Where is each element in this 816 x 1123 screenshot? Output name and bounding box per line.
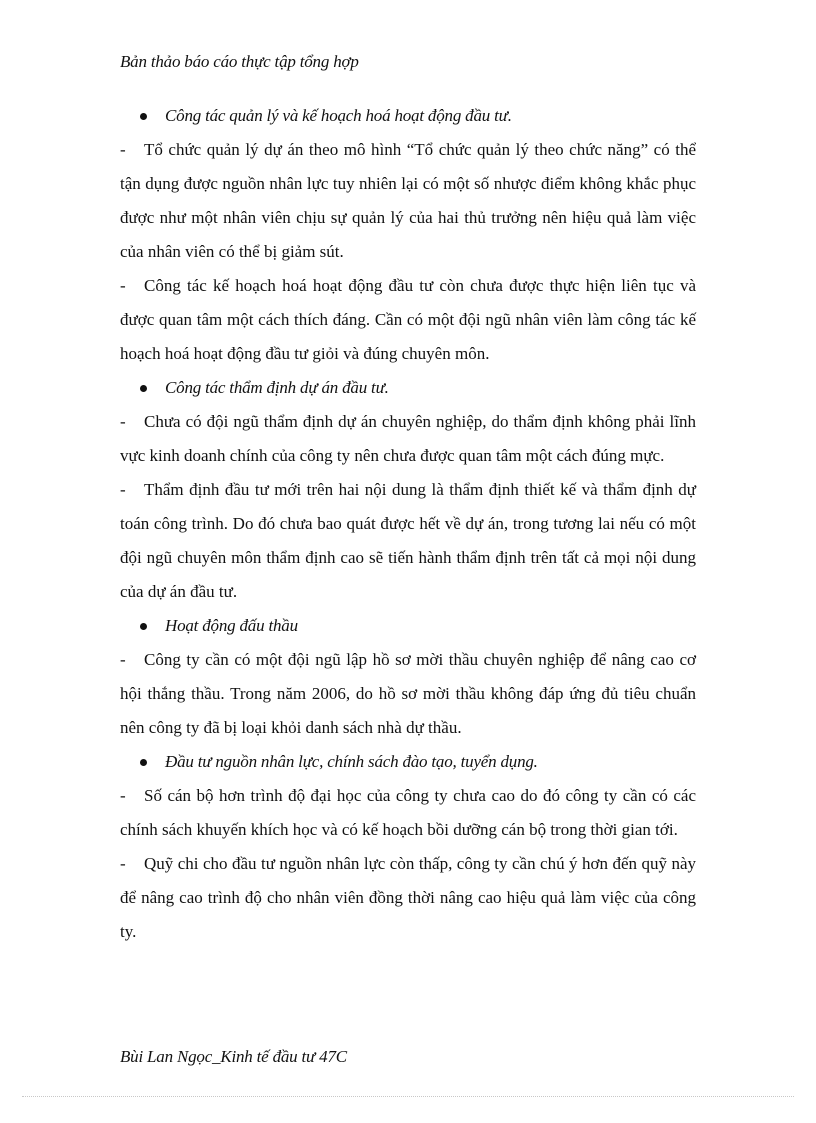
dash-marker: - xyxy=(120,786,126,805)
paragraph-text: Thẩm định đầu tư mới trên hai nội dung là thẩm định thiết kế và thẩm định dự toán công trình. Do đó chưa bao quát được hết về dự án, trong tương lai nếu có một đội ngũ chuyên môn thẩm định cao sẽ tiến hành thẩm định trên tất cả mọi nội dung của dự án đầu tư. xyxy=(120,480,696,601)
dash-marker: - xyxy=(120,412,126,431)
section-heading-text: Công tác thẩm định dự án đầu tư. xyxy=(165,378,389,397)
paragraph xyxy=(120,405,696,473)
dash-marker: - xyxy=(120,140,126,159)
dash-marker: - xyxy=(120,276,126,295)
dash-marker: - xyxy=(120,480,126,499)
document-body xyxy=(120,99,696,949)
section-heading xyxy=(120,609,696,643)
paragraph-text: Công ty cần có một đội ngũ lập hồ sơ mời thầu chuyên nghiệp để nâng cao cơ hội thắng thầu. Trong năm 2006, do hồ sơ mời thầu không đáp ứng đủ tiêu chuẩn nên công ty đã bị loại khỏi danh sách nhà dự thầu. xyxy=(120,650,696,737)
paragraph xyxy=(120,643,696,745)
paragraph xyxy=(120,269,696,371)
section-heading-text: Đầu tư nguồn nhân lực, chính sách đào tạo, tuyển dụng. xyxy=(165,752,538,771)
paragraph xyxy=(120,847,696,949)
section-heading xyxy=(120,99,696,133)
page-footer: Bùi Lan Ngọc_Kinh tế đầu tư 47C xyxy=(120,1047,347,1066)
paragraph xyxy=(120,133,696,269)
section-heading-text: Hoạt động đấu thầu xyxy=(165,616,298,635)
paragraph-text: Số cán bộ hơn trình độ đại học của công ty chưa cao do đó công ty cần có các chính sách khuyến khích học và có kế hoạch bồi dưỡng cán bộ trong thời gian tới. xyxy=(120,786,696,839)
section-heading-text: Công tác quản lý và kế hoạch hoá hoạt động đầu tư. xyxy=(165,106,512,125)
section-heading xyxy=(120,745,696,779)
bullet-icon xyxy=(140,385,147,392)
bullet-icon xyxy=(140,759,147,766)
dash-marker: - xyxy=(120,854,126,873)
bullet-icon xyxy=(140,623,147,630)
section-heading xyxy=(120,371,696,405)
page-bottom-divider xyxy=(22,1096,794,1097)
paragraph xyxy=(120,779,696,847)
paragraph-text: Tổ chức quản lý dự án theo mô hình “Tổ chức quản lý theo chức năng” có thể tận dụng được nguồn nhân lực tuy nhiên lại có một số nhược điểm không khắc phục được như một nhân viên chịu sự quản lý của hai thủ trưởng nên hiệu quả làm việc của nhân viên có thể bị giảm sút. xyxy=(120,140,696,261)
paragraph-text: Công tác kế hoạch hoá hoạt động đầu tư còn chưa được thực hiện liên tục và được quan tâm một cách thích đáng. Cần có một đội ngũ nhân viên làm công tác kế hoạch hoá hoạt động đầu tư giỏi và đúng chuyên môn. xyxy=(120,276,696,363)
paragraph-text: Chưa có đội ngũ thẩm định dự án chuyên nghiệp, do thẩm định không phải lĩnh vực kinh doanh chính của công ty nên chưa được quan tâm một cách đúng mực. xyxy=(120,412,696,465)
paragraph-text: Quỹ chi cho đầu tư nguồn nhân lực còn thấp, công ty cần chú ý hơn đến quỹ này để nâng cao trình độ cho nhân viên đồng thời nâng cao hiệu quả làm việc của công ty. xyxy=(120,854,696,941)
bullet-icon xyxy=(140,113,147,120)
paragraph xyxy=(120,473,696,609)
page-header: Bản thảo báo cáo thực tập tổng hợp xyxy=(120,52,359,71)
dash-marker: - xyxy=(120,650,126,669)
